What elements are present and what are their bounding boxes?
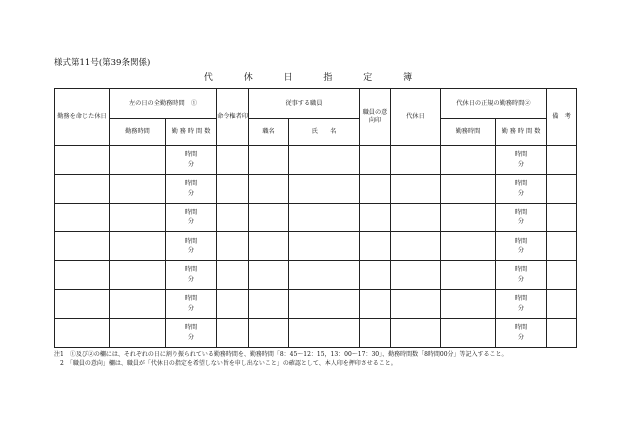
hours-unit-label: 時間 bbox=[184, 151, 198, 159]
table-row bbox=[55, 146, 577, 175]
table-cell[interactable] bbox=[441, 203, 496, 232]
hours-unit-label: 時間 bbox=[184, 180, 198, 188]
footnote-1: 注1 ①及び②の欄には、それぞれの日に割り振られている勤務時間を、勤務時間「8：45〜12：15，13：00〜17：30」、勤務時間数「8時間00分」等記入すること。 bbox=[54, 351, 508, 358]
minutes-unit-label: 分 bbox=[517, 247, 525, 255]
table-cell[interactable] bbox=[55, 318, 110, 347]
minutes-unit-label: 分 bbox=[187, 189, 195, 197]
table-cell[interactable] bbox=[441, 289, 496, 318]
table-cell[interactable] bbox=[289, 146, 360, 175]
header-position: 職名 bbox=[249, 119, 289, 146]
table-cell[interactable] bbox=[360, 203, 391, 232]
minutes-unit-label: 分 bbox=[187, 304, 195, 312]
table-cell[interactable] bbox=[441, 232, 496, 261]
minutes-unit-label: 分 bbox=[517, 160, 525, 168]
table-row bbox=[55, 261, 577, 290]
table-cell[interactable] bbox=[360, 261, 391, 290]
minutes-unit-label: 分 bbox=[187, 276, 195, 284]
table-cell[interactable] bbox=[55, 261, 110, 290]
table-cell[interactable] bbox=[289, 203, 360, 232]
work-hours-cell[interactable] bbox=[166, 289, 217, 318]
work-hours-cell[interactable] bbox=[166, 318, 217, 347]
table-row bbox=[55, 203, 577, 232]
table-cell[interactable] bbox=[289, 289, 360, 318]
table-cell[interactable] bbox=[360, 289, 391, 318]
header-intent: 職員の意向印 bbox=[360, 89, 391, 146]
table-cell[interactable] bbox=[110, 232, 166, 261]
table-cell[interactable] bbox=[547, 318, 577, 347]
header-work-time: 勤務時間 bbox=[110, 119, 166, 146]
table-cell[interactable] bbox=[391, 146, 441, 175]
table-cell[interactable] bbox=[249, 318, 289, 347]
table-cell[interactable] bbox=[217, 289, 249, 318]
minutes-unit-label: 分 bbox=[517, 333, 525, 341]
minutes-unit-label: 分 bbox=[517, 276, 525, 284]
table-cell[interactable] bbox=[217, 203, 249, 232]
hours-unit-label: 時間 bbox=[514, 151, 528, 159]
table-cell[interactable] bbox=[391, 232, 441, 261]
hours-unit-label: 時間 bbox=[184, 266, 198, 274]
work-hours-cell[interactable] bbox=[166, 203, 217, 232]
table-cell[interactable] bbox=[249, 174, 289, 203]
table-cell[interactable] bbox=[391, 318, 441, 347]
table-cell[interactable] bbox=[217, 232, 249, 261]
hours-unit-label: 時間 bbox=[514, 208, 528, 216]
table-cell[interactable] bbox=[217, 174, 249, 203]
table-cell[interactable] bbox=[547, 261, 577, 290]
table-cell[interactable] bbox=[249, 146, 289, 175]
sub-work-hours-cell[interactable] bbox=[496, 289, 547, 318]
header-work-hours: 勤 務 時 間 数 bbox=[166, 119, 217, 146]
work-hours-cell[interactable] bbox=[166, 261, 217, 290]
header-sub-work-hours: 勤 務 時 間 数 bbox=[496, 119, 547, 146]
work-hours-cell[interactable] bbox=[166, 232, 217, 261]
header-name: 氏 名 bbox=[289, 119, 360, 146]
sub-work-hours-cell[interactable] bbox=[496, 203, 547, 232]
table-cell[interactable] bbox=[441, 174, 496, 203]
sub-work-hours-cell[interactable] bbox=[496, 146, 547, 175]
table-cell[interactable] bbox=[55, 146, 110, 175]
table-cell[interactable] bbox=[55, 232, 110, 261]
minutes-unit-label: 分 bbox=[517, 218, 525, 226]
minutes-unit-label: 分 bbox=[187, 247, 195, 255]
table-cell[interactable] bbox=[547, 203, 577, 232]
header-remarks: 備 考 bbox=[547, 89, 577, 146]
table-cell[interactable] bbox=[547, 232, 577, 261]
table-cell[interactable] bbox=[289, 318, 360, 347]
header-sub-work-time: 勤務時間 bbox=[441, 119, 496, 146]
form-number: 様式第11号(第39条関係) bbox=[54, 58, 151, 68]
table-cell[interactable] bbox=[441, 146, 496, 175]
header-sub-day-hours-group: 代休日の正規の勤務時間② bbox=[441, 89, 547, 119]
table-cell[interactable] bbox=[110, 289, 166, 318]
sub-work-hours-cell[interactable] bbox=[496, 318, 547, 347]
table-cell[interactable] bbox=[289, 261, 360, 290]
table-cell[interactable] bbox=[217, 261, 249, 290]
table-cell[interactable] bbox=[249, 232, 289, 261]
table-row bbox=[55, 318, 577, 347]
minutes-unit-label: 分 bbox=[517, 189, 525, 197]
footnote-2: 2 「職員の意向」欄は、職員が「代休日の指定を希望しない旨を申し出ないこと」の確認として、本人印を押印させること。 bbox=[54, 360, 397, 368]
table-cell[interactable] bbox=[391, 289, 441, 318]
minutes-unit-label: 分 bbox=[517, 304, 525, 312]
table-cell[interactable] bbox=[110, 261, 166, 290]
sub-work-hours-cell[interactable] bbox=[496, 261, 547, 290]
minutes-unit-label: 分 bbox=[187, 218, 195, 226]
header-order-seal: 命令権者印 bbox=[217, 89, 249, 146]
sub-work-hours-cell[interactable] bbox=[496, 174, 547, 203]
footnotes bbox=[54, 350, 594, 369]
table-cell[interactable] bbox=[110, 146, 166, 175]
hours-unit-label: 時間 bbox=[184, 208, 198, 216]
table-cell[interactable] bbox=[249, 289, 289, 318]
table-cell[interactable] bbox=[391, 203, 441, 232]
table-cell[interactable] bbox=[55, 203, 110, 232]
hours-unit-label: 時間 bbox=[184, 324, 198, 332]
document-title: 代 休 日 指 定 簿 bbox=[203, 73, 427, 83]
minutes-unit-label: 分 bbox=[187, 160, 195, 168]
table-cell[interactable] bbox=[249, 203, 289, 232]
table-cell[interactable] bbox=[289, 174, 360, 203]
header-day-hours-group: 左の日の全勤務時間 ① bbox=[110, 89, 217, 119]
work-hours-cell[interactable] bbox=[166, 174, 217, 203]
table-cell[interactable] bbox=[360, 146, 391, 175]
header-engaged-staff: 従事する職員 bbox=[249, 89, 360, 119]
hours-unit-label: 時間 bbox=[184, 295, 198, 303]
header-ordered-leave: 勤務を命じた休日 bbox=[55, 89, 110, 146]
table-cell[interactable] bbox=[547, 289, 577, 318]
table-cell[interactable] bbox=[441, 261, 496, 290]
table-cell[interactable] bbox=[289, 232, 360, 261]
table-cell[interactable] bbox=[391, 261, 441, 290]
table-cell[interactable] bbox=[391, 174, 441, 203]
hours-unit-label: 時間 bbox=[514, 180, 528, 188]
hours-unit-label: 時間 bbox=[184, 237, 198, 245]
table-cell[interactable] bbox=[110, 174, 166, 203]
table-row bbox=[55, 289, 577, 318]
table-cell[interactable] bbox=[110, 203, 166, 232]
minutes-unit-label: 分 bbox=[187, 333, 195, 341]
table-cell[interactable] bbox=[360, 232, 391, 261]
table-cell[interactable] bbox=[547, 174, 577, 203]
hours-unit-label: 時間 bbox=[514, 324, 528, 332]
table-cell[interactable] bbox=[249, 261, 289, 290]
table-cell[interactable] bbox=[360, 174, 391, 203]
substitute-day-register-table bbox=[54, 88, 577, 348]
table-cell[interactable] bbox=[55, 289, 110, 318]
table-cell[interactable] bbox=[360, 318, 391, 347]
table-row bbox=[55, 174, 577, 203]
sub-work-hours-cell[interactable] bbox=[496, 232, 547, 261]
hours-unit-label: 時間 bbox=[514, 295, 528, 303]
work-hours-cell[interactable] bbox=[166, 146, 217, 175]
table-cell[interactable] bbox=[441, 318, 496, 347]
table-cell[interactable] bbox=[110, 318, 166, 347]
hours-unit-label: 時間 bbox=[514, 266, 528, 274]
header-substitute-day: 代休日 bbox=[391, 89, 441, 146]
hours-unit-label: 時間 bbox=[514, 237, 528, 245]
table-cell[interactable] bbox=[217, 146, 249, 175]
table-row bbox=[55, 232, 577, 261]
table-cell[interactable] bbox=[217, 318, 249, 347]
table-cell[interactable] bbox=[547, 146, 577, 175]
table-cell[interactable] bbox=[55, 174, 110, 203]
